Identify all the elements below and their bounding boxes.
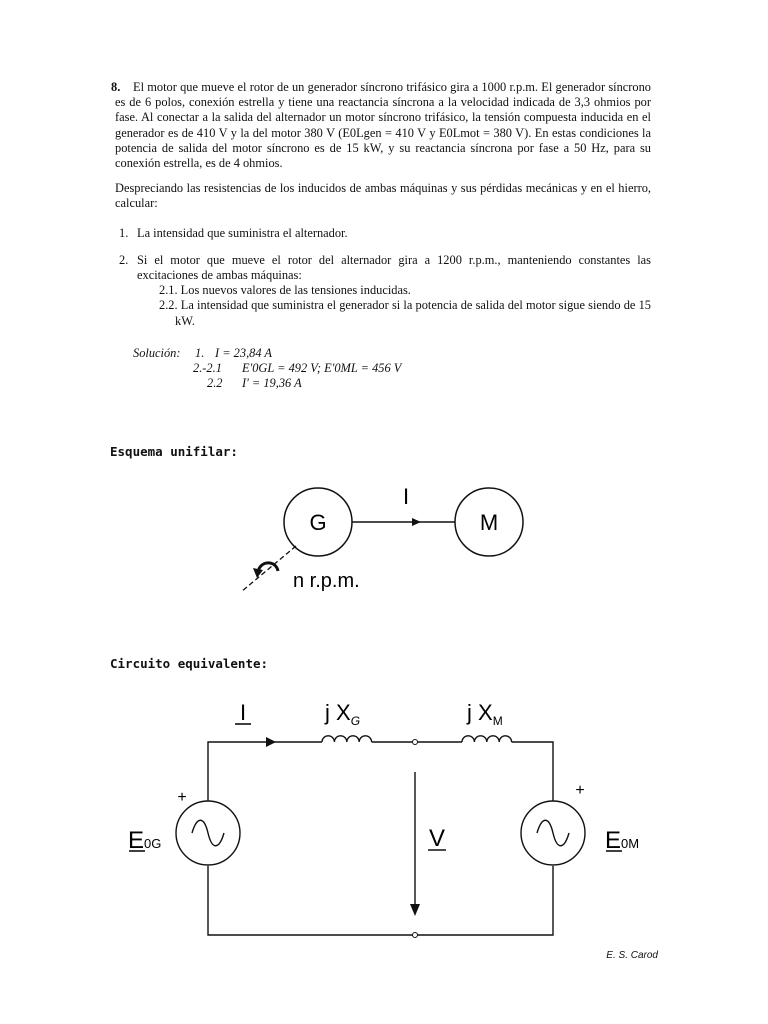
eog-label (128, 827, 161, 854)
inductor-xg-icon (322, 736, 372, 742)
solution-2-number: 2.-2.1 (193, 361, 222, 375)
reactance-xg-sub: G (350, 714, 361, 728)
problem-calc: Despreciando las resistencias de los inducidos de ambas máquinas y sus pérdidas mecánicas y en el hierro, calcular: (115, 181, 651, 211)
shaft-dashed-line (241, 546, 296, 592)
eom-letter: E (605, 827, 622, 854)
eog-sub: 0G (144, 836, 162, 851)
current-arrowhead (412, 518, 421, 526)
question-list (115, 226, 651, 329)
single-line-diagram (0, 470, 768, 620)
current-label: I (402, 484, 410, 509)
source-eog-sine-icon (192, 820, 224, 846)
inductor-xm-icon (462, 736, 512, 742)
rotation-arrowhead-icon (253, 568, 263, 578)
reactance-xm-sub: M (492, 714, 503, 728)
solution-1-number: 1. (195, 346, 205, 360)
eom-plus-sign: + (575, 782, 585, 799)
eom-label (605, 827, 639, 854)
question-2-2: 2.2. La intensidad que suministra el generador si la potencia de salida del motor sigue siendo de 15 kW. (159, 298, 651, 328)
question-1 (115, 226, 651, 241)
solution-3-value: I' = 19,36 A (242, 376, 302, 390)
voltage-arrowhead (410, 904, 420, 916)
bottom-node (413, 933, 418, 938)
question-2 (115, 253, 651, 329)
question-2-subitems (137, 283, 651, 329)
solution-2-value: E'0GL = 492 V; E'0ML = 456 V (242, 361, 402, 375)
author-signature: E. S. Carod (606, 950, 658, 961)
top-wire-left (208, 742, 322, 801)
reactance-xm-label (466, 700, 503, 728)
question-2-text: Si el motor que mueve el rotor del alternador gira a 1200 r.p.m., manteniendo constantes las excitaciones de ambas máquinas: (137, 252, 651, 283)
problem-intro: El motor que mueve el rotor de un generador síncrono trifásico gira a 1000 r.p.m. El generador síncrono es de 6 polos, conexión estrella y tiene una reactancia síncrona a la velocidad indicada de 3,3 ohmios por fase. Al conectar a la salida del alternador un motor síncrono trifásico, la tensión compuesta inducida en el generador es de 410 V y la del motor 380 V (E0Lgen = 410 V y E0Lmot = 380 V). En estas condiciones la potencia de salida del motor síncrono es de 15 kW, y su reactancia síncrona por fase a 50 Hz, para su conexión estrella, es de 4 ohmios. (115, 80, 651, 171)
solution-3-number: 2.2 (207, 376, 223, 390)
generator-label: G (309, 510, 327, 535)
voltage-label: V (428, 825, 446, 852)
reactance-xg-label (324, 700, 360, 728)
speed-label: n r.p.m. (293, 570, 360, 592)
bottom-wire (208, 866, 553, 935)
question-1-number: 1. (119, 225, 129, 240)
single-line-heading: Esquema unifilar: (110, 444, 238, 459)
question-2-1: 2.1. Los nuevos valores de las tensiones inducidas. (159, 283, 411, 298)
current-arrowhead (266, 737, 276, 747)
solution-1-value: I = 23,84 A (215, 346, 273, 360)
top-node (413, 740, 418, 745)
question-2-number: 2. (119, 252, 129, 267)
solution-label: Solución: (133, 346, 181, 360)
eom-sub: 0M (621, 836, 640, 851)
problem-number: 8. (111, 80, 121, 94)
equivalent-circuit-diagram (0, 690, 768, 950)
top-wire-right (512, 742, 553, 801)
eog-letter: E (128, 827, 145, 854)
current-label: I (239, 700, 247, 725)
reactance-xg-j: j X (325, 700, 351, 725)
reactance-xm-j: j X (467, 700, 493, 725)
question-1-text: La intensidad que suministra el alternador. (137, 225, 348, 240)
motor-label: M (479, 510, 499, 535)
eog-plus-sign: + (177, 789, 187, 806)
source-eom-sine-icon (537, 820, 569, 846)
problem-statement (111, 80, 651, 341)
equivalent-circuit-heading: Circuito equivalente: (110, 656, 269, 671)
